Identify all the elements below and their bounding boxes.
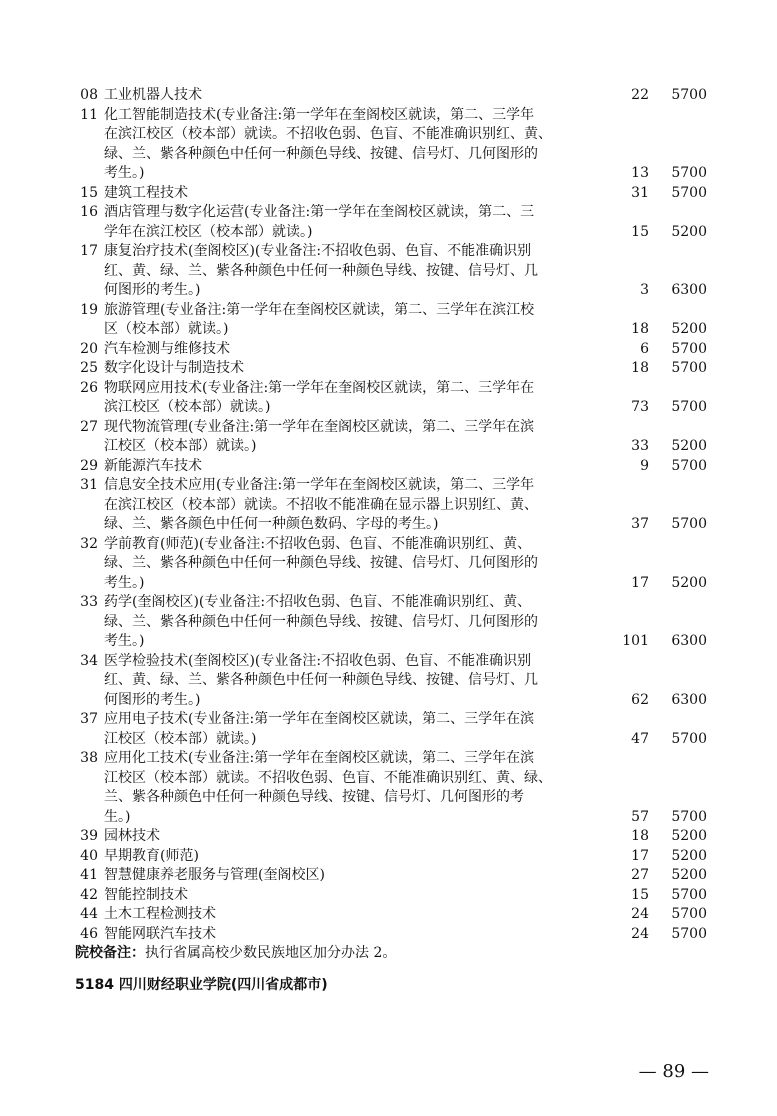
major-name: 绿、兰、紫各种颜色中任何一种颜色导线、按键、信号灯、几何图形的 <box>104 145 538 162</box>
major-code: 29 <box>80 457 98 474</box>
major-name: 早期教育(师范) <box>104 847 199 864</box>
enrollment-count: 33 <box>631 438 649 454</box>
major-name: 在滨江校区（校本部）就读。不招收色弱、色盲、不能准确识别红、黄、 <box>104 126 552 142</box>
major-line <box>0 320 777 340</box>
tuition-fee: 5700 <box>671 730 707 747</box>
major-name: 红、黄、绿、兰、紫各种颜色中任何一种颜色导线、按键、信号灯、几 <box>104 262 538 279</box>
tuition-fee: 5700 <box>671 87 707 103</box>
major-line <box>0 164 777 184</box>
tuition-fee: 5200 <box>671 847 707 864</box>
major-name: 生。) <box>104 808 131 825</box>
major-name: 化工智能制造技术(专业备注:第一学年在奎阁校区就读，第二、三学年 <box>104 106 535 123</box>
major-row <box>0 905 777 925</box>
enrollment-count: 22 <box>631 87 649 103</box>
tuition-fee: 5700 <box>671 399 707 415</box>
tuition-fee: 5700 <box>671 906 707 922</box>
major-code: 33 <box>80 594 98 610</box>
major-row <box>0 106 777 184</box>
tuition-fee: 5200 <box>671 223 707 240</box>
major-code: 44 <box>80 906 98 922</box>
page-number: — 89 — <box>638 1061 709 1082</box>
major-row <box>0 379 777 418</box>
major-code: 17 <box>80 243 98 259</box>
major-name: 信息安全技术应用(专业备注:第一学年在奎阁校区就读，第二、三学年 <box>104 477 535 493</box>
major-line <box>0 925 777 945</box>
major-code: 15 <box>80 184 98 201</box>
enrollment-count: 17 <box>631 847 649 864</box>
major-code: 39 <box>80 828 98 844</box>
major-name: 园林技术 <box>104 828 160 844</box>
enrollment-count: 18 <box>631 360 649 376</box>
major-line <box>0 847 777 867</box>
major-name: 何图形的考生。) <box>104 691 201 708</box>
major-name: 新能源汽车技术 <box>104 457 202 474</box>
major-name: 应用化工技术(专业备注:第一学年在奎阁校区就读，第二、三学年在滨 <box>104 750 535 766</box>
tuition-fee: 6300 <box>671 282 707 298</box>
major-row <box>0 476 777 535</box>
major-code: 41 <box>80 867 98 883</box>
major-name: 滨江校区（校本部）就读。) <box>104 399 271 415</box>
major-line <box>0 788 777 808</box>
tuition-fee: 5700 <box>671 360 707 376</box>
major-name: 智能网联汽车技术 <box>104 925 216 942</box>
major-code: 27 <box>80 418 98 435</box>
enrollment-count: 18 <box>631 321 649 337</box>
tuition-fee: 5700 <box>671 457 707 474</box>
major-name: 物联网应用技术(专业备注:第一学年在奎阁校区就读，第二、三学年在 <box>104 379 535 396</box>
major-name: 工业机器人技术 <box>104 87 202 103</box>
major-line <box>0 281 777 301</box>
enrollment-count: 62 <box>631 691 649 708</box>
tuition-fee: 5700 <box>671 184 707 201</box>
major-row <box>0 301 777 340</box>
major-name: 江校区（校本部）就读。不招收色弱、色盲、不能准确识别红、黄、绿、 <box>104 769 552 786</box>
major-line <box>0 749 777 769</box>
tuition-fee: 5700 <box>671 165 707 181</box>
major-row <box>0 418 777 457</box>
tuition-fee: 5700 <box>671 925 707 942</box>
major-code: 25 <box>80 360 98 376</box>
tuition-fee: 5700 <box>671 340 707 357</box>
enrollment-count: 3 <box>640 282 649 298</box>
major-code: 34 <box>80 652 98 669</box>
major-line <box>0 418 777 438</box>
school-note-label: 院校备注： <box>75 945 145 961</box>
major-line <box>0 145 777 165</box>
major-line <box>0 866 777 886</box>
major-code: 26 <box>80 379 98 396</box>
enrollment-count: 57 <box>631 808 649 825</box>
major-list <box>0 86 777 944</box>
school-code: 5184 <box>75 977 114 993</box>
major-line <box>0 86 777 106</box>
school-note-text: 执行省属高校少数民族地区加分办法 2。 <box>145 945 397 961</box>
major-line <box>0 710 777 730</box>
tuition-fee: 5700 <box>671 886 707 903</box>
major-line <box>0 496 777 516</box>
major-line <box>0 242 777 262</box>
major-row <box>0 827 777 847</box>
major-line <box>0 554 777 574</box>
major-name: 智慧健康养老服务与管理(奎阁校区) <box>104 867 325 883</box>
major-line <box>0 730 777 750</box>
major-name: 智能控制技术 <box>104 886 188 903</box>
major-name: 酒店管理与数字化运营(专业备注:第一学年在奎阁校区就读，第二、三 <box>104 204 535 220</box>
major-code: 46 <box>80 925 98 942</box>
enrollment-count: 73 <box>631 399 649 415</box>
major-line <box>0 457 777 477</box>
major-code: 19 <box>80 301 98 318</box>
major-line <box>0 535 777 555</box>
major-line <box>0 359 777 379</box>
major-row <box>0 886 777 906</box>
major-line <box>0 827 777 847</box>
enrollment-count: 13 <box>631 165 649 181</box>
major-row <box>0 340 777 360</box>
enrollment-count: 6 <box>640 340 649 357</box>
major-code: 11 <box>80 106 98 123</box>
major-row <box>0 710 777 749</box>
major-line <box>0 593 777 613</box>
major-row <box>0 86 777 106</box>
major-name: 数字化设计与制造技术 <box>104 360 244 376</box>
major-line <box>0 262 777 282</box>
major-name: 建筑工程技术 <box>104 184 188 201</box>
school-note <box>75 944 396 964</box>
major-row <box>0 203 777 242</box>
major-line <box>0 476 777 496</box>
major-name: 考生。) <box>104 633 145 649</box>
major-line <box>0 340 777 360</box>
enrollment-count: 31 <box>631 184 649 201</box>
major-line <box>0 301 777 321</box>
major-line <box>0 769 777 789</box>
major-name: 绿、兰、紫各颜色中任何一种颜色数码、字母的考生。) <box>104 516 439 532</box>
major-code: 08 <box>80 87 98 103</box>
major-name: 药学(奎阁校区)(专业备注:不招收色弱、色盲、不能准确识别红、黄、 <box>104 594 532 610</box>
tuition-fee: 5700 <box>671 516 707 532</box>
major-row <box>0 847 777 867</box>
tuition-fee: 5200 <box>671 321 707 337</box>
major-row <box>0 457 777 477</box>
tuition-fee: 5200 <box>671 867 707 883</box>
major-line <box>0 515 777 535</box>
major-line <box>0 574 777 594</box>
major-line <box>0 203 777 223</box>
major-name: 现代物流管理(专业备注:第一学年在奎阁校区就读，第二、三学年在滨 <box>104 418 535 435</box>
tuition-fee: 5200 <box>671 438 707 454</box>
enrollment-count: 18 <box>631 828 649 844</box>
tuition-fee: 5200 <box>671 828 707 844</box>
major-name: 在滨江校区（校本部）就读。不招收不能准确在显示器上识别红、黄、 <box>104 496 538 513</box>
enrollment-count: 27 <box>631 867 649 883</box>
enrollment-count: 9 <box>640 457 649 474</box>
major-name: 应用电子技术(专业备注:第一学年在奎阁校区就读，第二、三学年在滨 <box>104 711 535 727</box>
major-code: 31 <box>80 477 98 493</box>
tuition-fee: 5700 <box>671 808 707 825</box>
school-name: 四川财经职业学院(四川省成都市) <box>118 977 328 993</box>
major-line <box>0 379 777 399</box>
major-name: 康复治疗技术(奎阁校区)(专业备注:不招收色弱、色盲、不能准确识别 <box>104 243 532 259</box>
major-line <box>0 671 777 691</box>
major-row <box>0 652 777 711</box>
major-line <box>0 808 777 828</box>
major-name: 绿、兰、紫各种颜色中任何一种颜色导线、按键、信号灯、几何图形的 <box>104 555 538 571</box>
enrollment-count: 101 <box>622 633 649 649</box>
major-name: 学前教育(师范)(专业备注:不招收色弱、色盲、不能准确识别红、黄、 <box>104 535 532 552</box>
major-name: 汽车检测与维修技术 <box>104 340 230 357</box>
major-line <box>0 106 777 126</box>
major-code: 32 <box>80 535 98 552</box>
enrollment-count: 37 <box>631 516 649 532</box>
major-name: 医学检验技术(奎阁校区)(专业备注:不招收色弱、色盲、不能准确识别 <box>104 652 532 669</box>
major-code: 37 <box>80 711 98 727</box>
major-row <box>0 242 777 301</box>
major-line <box>0 398 777 418</box>
major-name: 江校区（校本部）就读。) <box>104 438 257 454</box>
major-line <box>0 652 777 672</box>
tuition-fee: 6300 <box>671 633 707 649</box>
major-code: 16 <box>80 204 98 220</box>
major-code: 38 <box>80 750 98 766</box>
major-line <box>0 223 777 243</box>
major-line <box>0 613 777 633</box>
major-row <box>0 593 777 652</box>
tuition-fee: 6300 <box>671 691 707 708</box>
major-name: 学年在滨江校区（校本部）就读。) <box>104 223 313 240</box>
major-line <box>0 886 777 906</box>
major-name: 何图形的考生。) <box>104 282 201 298</box>
major-line <box>0 905 777 925</box>
enrollment-count: 24 <box>631 925 649 942</box>
major-row <box>0 866 777 886</box>
major-name: 区（校本部）就读。) <box>104 321 229 337</box>
major-line <box>0 691 777 711</box>
major-row <box>0 925 777 945</box>
enrollment-count: 15 <box>631 886 649 903</box>
enrollment-count: 15 <box>631 223 649 240</box>
major-row <box>0 184 777 204</box>
tuition-fee: 5200 <box>671 574 707 591</box>
major-row <box>0 535 777 594</box>
major-code: 40 <box>80 847 98 864</box>
enrollment-count: 17 <box>631 574 649 591</box>
enrollment-count: 24 <box>631 906 649 922</box>
major-name: 红、黄、绿、兰、紫各种颜色中任何一种颜色导线、按键、信号灯、几 <box>104 672 538 688</box>
school-heading <box>75 976 328 996</box>
major-line <box>0 184 777 204</box>
major-line <box>0 437 777 457</box>
major-code: 20 <box>80 340 98 357</box>
major-line <box>0 632 777 652</box>
major-code: 42 <box>80 886 98 903</box>
major-name: 土木工程检测技术 <box>104 906 216 922</box>
major-name: 考生。) <box>104 574 145 591</box>
major-name: 江校区（校本部）就读。) <box>104 730 257 747</box>
major-name: 绿、兰、紫各种颜色中任何一种颜色导线、按键、信号灯、几何图形的 <box>104 613 538 630</box>
major-line <box>0 125 777 145</box>
major-name: 旅游管理(专业备注:第一学年在奎阁校区就读，第二、三学年在滨江校 <box>104 301 535 318</box>
major-name: 兰、紫各种颜色中任何一种颜色导线、按键、信号灯、几何图形的考 <box>104 789 524 805</box>
major-name: 考生。) <box>104 165 145 181</box>
major-row <box>0 359 777 379</box>
enrollment-count: 47 <box>631 730 649 747</box>
major-row <box>0 749 777 827</box>
